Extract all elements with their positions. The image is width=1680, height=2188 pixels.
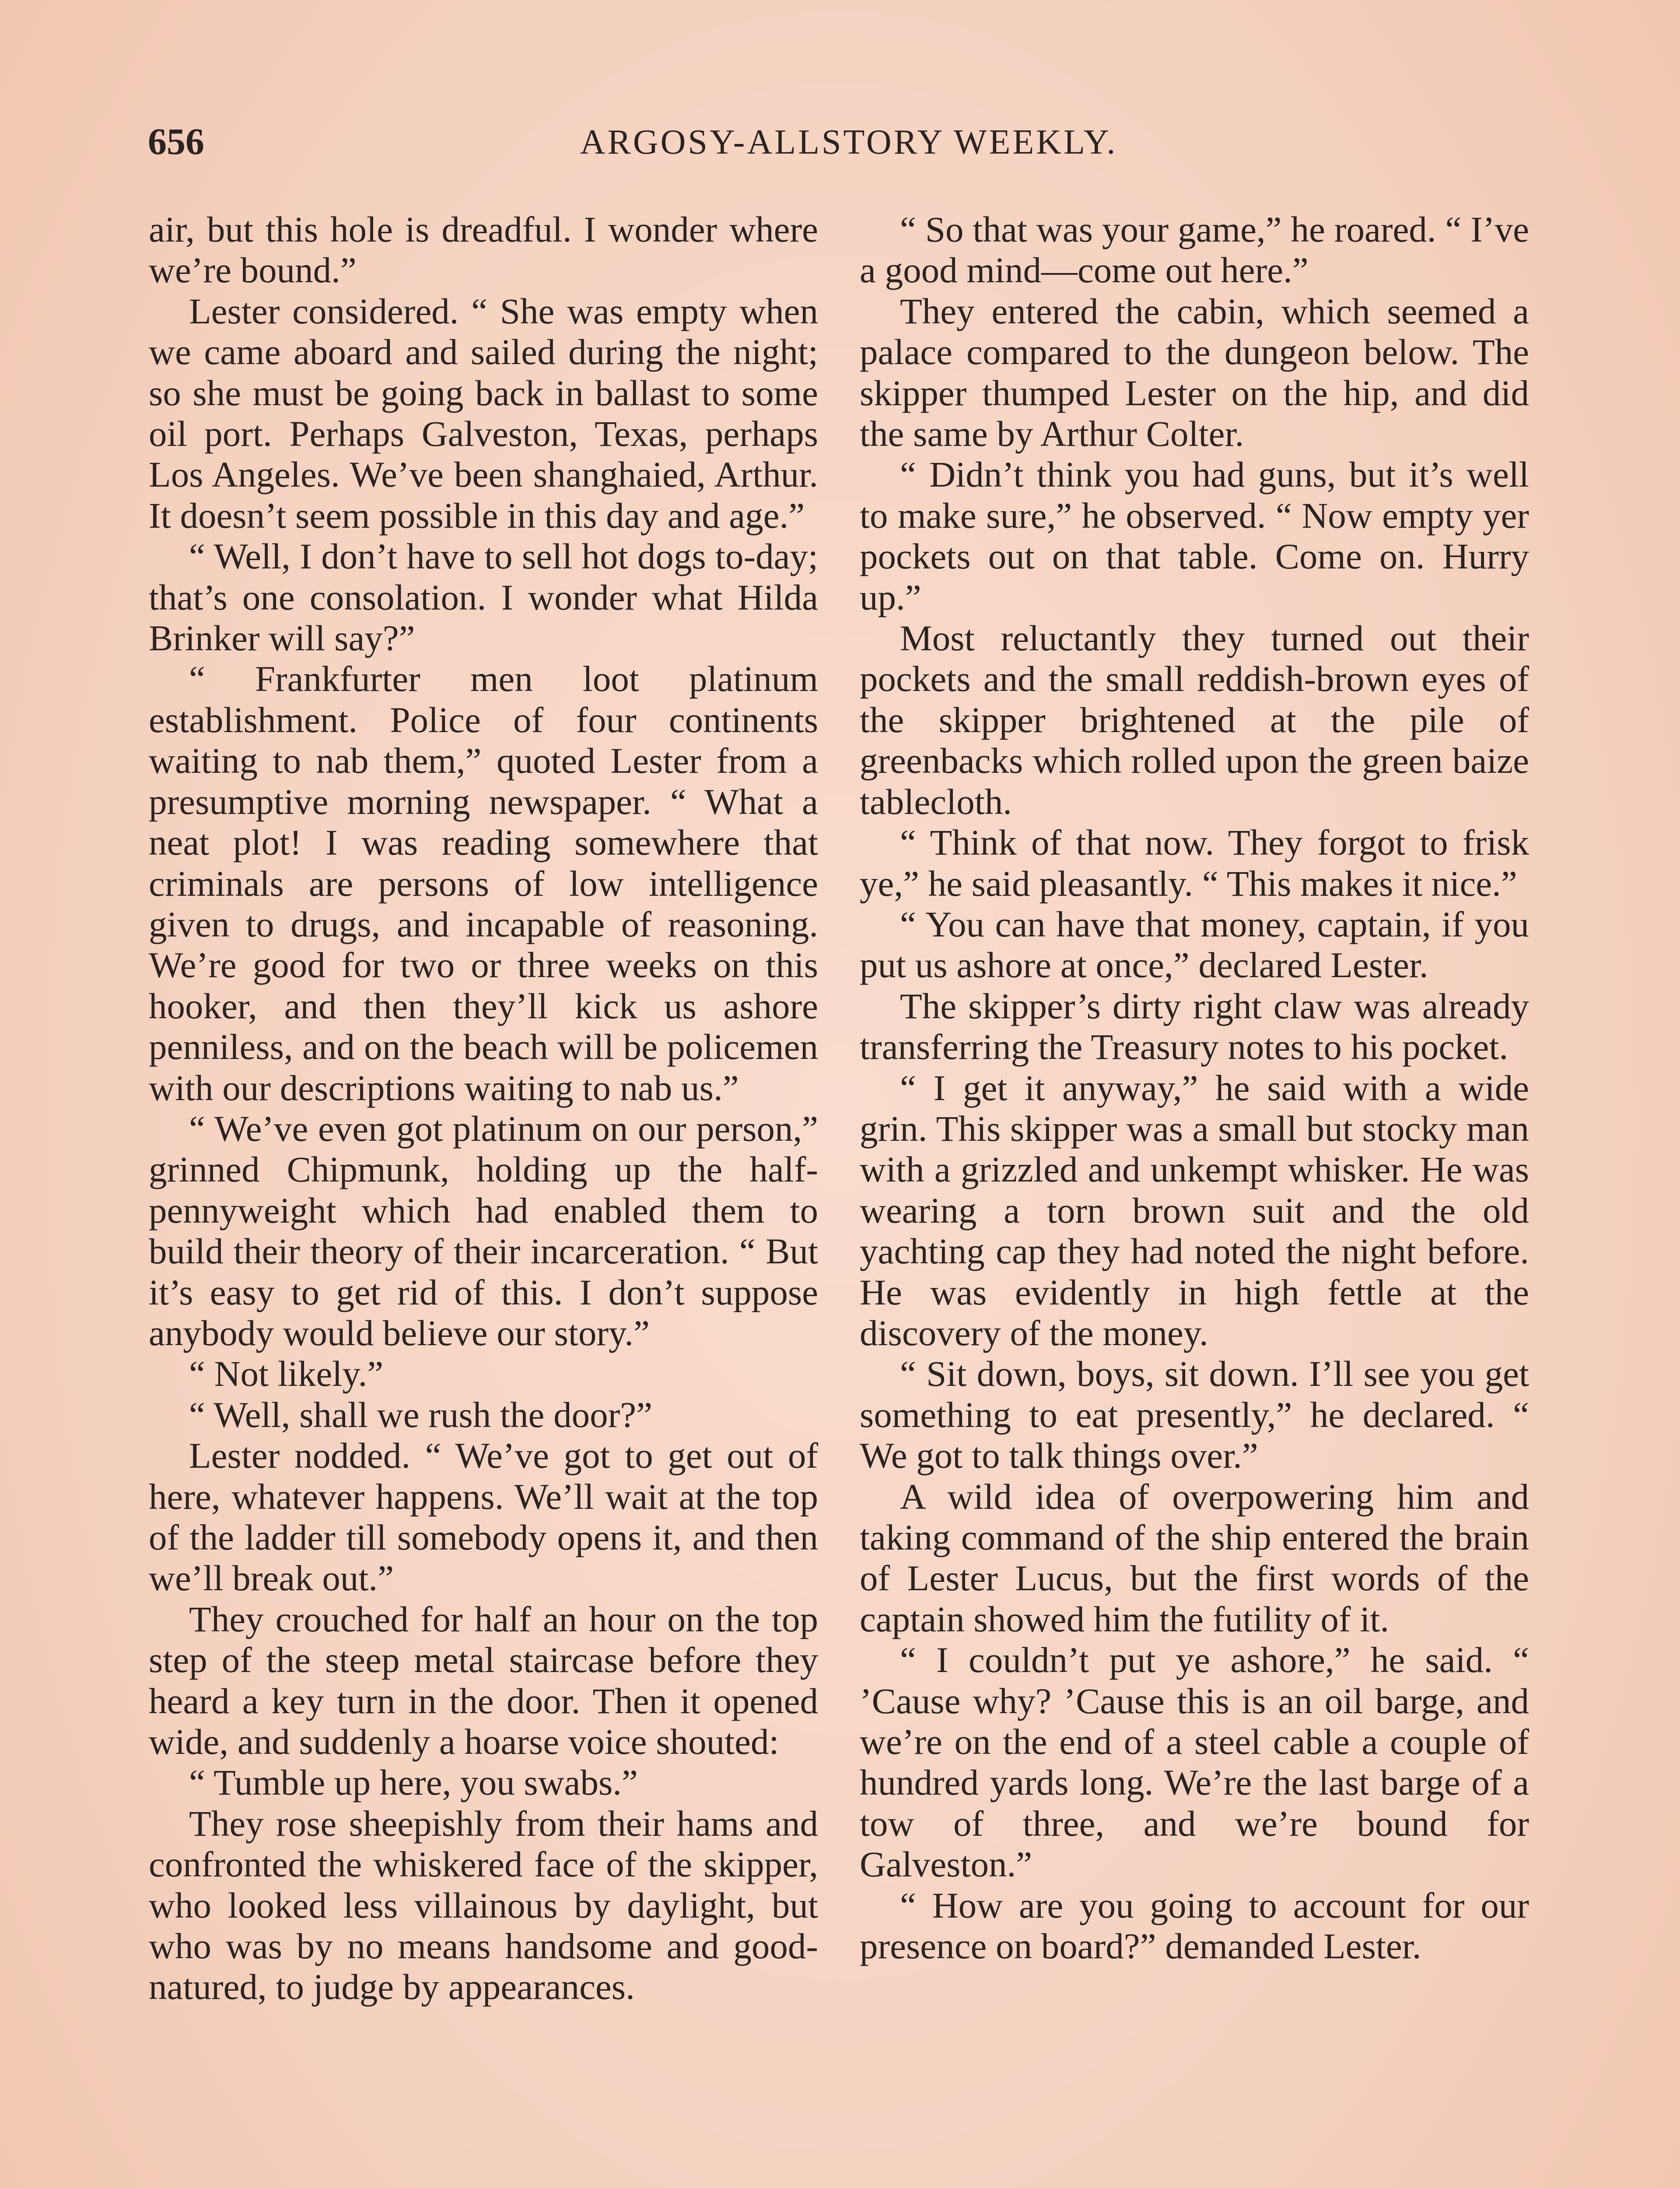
paragraph: “ How are you going to account for our presence on board?” demanded Lester. xyxy=(860,1885,1529,1967)
paragraph: Most reluctantly they turned out their pockets and the small reddish-brown eyes of the skipper brightened at the pile of greenbacks which rolled upon the green baize tablecloth. xyxy=(860,618,1529,822)
paragraph: Lester considered. “ She was empty when we came aboard and sailed during the night; so she must be going back in ballast to some oil port. Perhaps Galveston, Texas, perhaps Los Angeles. We’ve been shanghaied, Arthur. It doesn’t seem possible in this day and age.” xyxy=(149,291,818,536)
paragraph: Lester nodded. “ We’ve got to get out of here, whatever happens. We’ll wait at the top of the ladder till somebody opens it, and then we’ll break out.” xyxy=(149,1435,818,1599)
left-column xyxy=(149,209,818,2008)
paragraph: “ Think of that now. They forgot to frisk ye,” he said pleasantly. “ This makes it nice.” xyxy=(860,822,1529,904)
paragraph: “ You can have that money, captain, if you put us ashore at once,” declared Lester. xyxy=(860,904,1529,985)
paragraph: They entered the cabin, which seemed a palace compared to the dungeon below. The skipper thumped Lester on the hip, and did the same by Arthur Colter. xyxy=(860,291,1529,454)
paragraph: “ Well, I don’t have to sell hot dogs to-day; that’s one consolation. I wonder what Hilda Brinker will say?” xyxy=(149,536,818,659)
paragraph: A wild idea of overpowering him and taking command of the ship entered the brain of Lester Lucus, but the first words of the captain showed him the futility of it. xyxy=(860,1476,1529,1639)
paragraph: “ We’ve even got platinum on our person,” grinned Chipmunk, holding up the half-pennyweight which had enabled them to build their theory of their incarceration. “ But it’s easy to get rid of this. I don’t suppose anybody would believe our story.” xyxy=(149,1108,818,1353)
right-column xyxy=(860,209,1529,1967)
paragraph: “ Not likely.” xyxy=(189,1353,384,1394)
paragraph: “ Well, shall we rush the door?” xyxy=(189,1394,652,1435)
paragraph: The skipper’s dirty right claw was already transferring the Treasury notes to his pocket. xyxy=(860,985,1529,1067)
paragraph: “ Frankfurter men loot platinum establishment. Police of four continents waiting to nab them,” quoted Lester from a presumptive morning newspaper. “ What a neat plot! I was reading somewhere that criminals are persons of low intelligence given to drugs, and incapable of reasoning. We’re good for two or three weeks on this hooker, and then they’ll kick us ashore penniless, and on the beach will be policemen with our descriptions waiting to nab us.” xyxy=(149,659,818,1108)
paragraph: They crouched for half an hour on the top step of the steep metal staircase before they heard a key turn in the door. Then it opened wide, and suddenly a hoarse voice shouted: xyxy=(149,1599,818,1762)
paragraph: “ I couldn’t put ye ashore,” he said. “ ’Cause why? ’Cause this is an oil barge, and we’re on the end of a steel cable a couple of hundred yards long. We’re the last barge of a tow of three, and we’re bound for Galveston.” xyxy=(860,1640,1529,1885)
paragraph: “ Didn’t think you had guns, but it’s well to make sure,” he observed. “ Now empty yer pockets out on that table. Come on. Hurry up.” xyxy=(860,454,1529,617)
page-number: 656 xyxy=(148,120,204,162)
paragraph: They rose sheepishly from their hams and confronted the whiskered face of the skipper, who looked less villainous by daylight, but who was by no means handsome and good-natured, to judge by appearances. xyxy=(149,1803,818,2007)
paragraph: “ I get it anyway,” he said with a wide grin. This skipper was a small but stocky man with a grizzled and unkempt whisker. He was wearing a torn brown suit and the old yachting cap they had noted the night before. He was evidently in high fettle at the discovery of the money. xyxy=(860,1067,1529,1353)
running-head: ARGOSY-ALLSTORY WEEKLY. xyxy=(580,123,1118,161)
paragraph: “ So that was your game,” he roared. “ I’ve a good mind—come out here.” xyxy=(860,209,1529,291)
paragraph: “ Tumble up here, you swabs.” xyxy=(189,1762,638,1803)
paragraph: air, but this hole is dreadful. I wonder where we’re bound.” xyxy=(149,209,818,291)
paragraph: “ Sit down, boys, sit down. I’ll see you get something to eat presently,” he declared. “ We got to talk things over.” xyxy=(860,1353,1529,1476)
